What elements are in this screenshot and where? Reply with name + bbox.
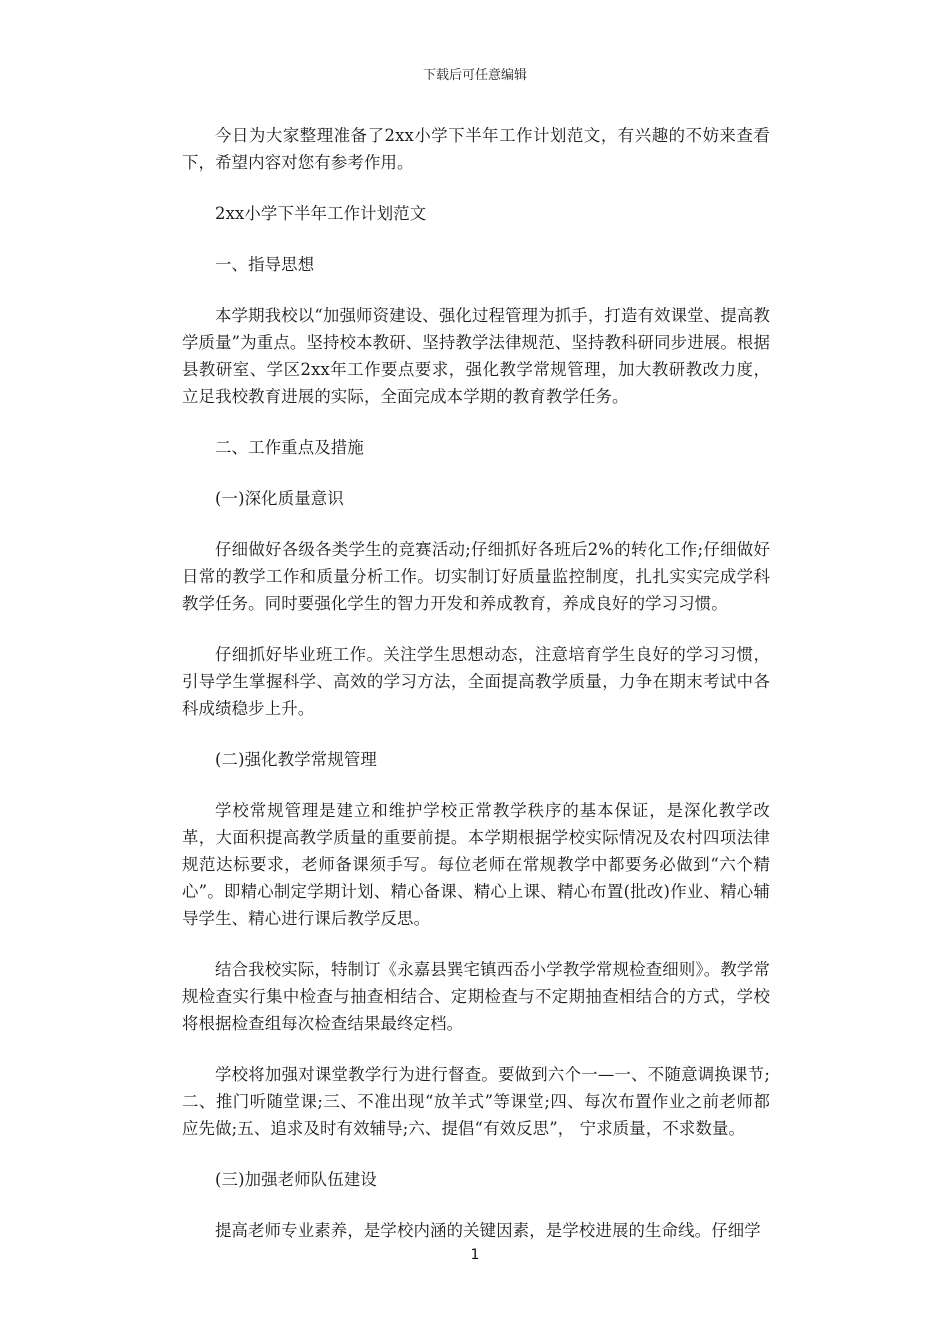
page-number: 1 xyxy=(470,1247,480,1263)
subsection-paragraph-quality-2: 仔细抓好毕业班工作。关注学生思想动态，注意培育学生良好的学习习惯，引导学生掌握科学、高效的学习方法，全面提高教学质量，力争在期末考试中各科成绩稳步上升。 xyxy=(182,645,770,718)
page-header: 下载后可任意编辑 xyxy=(422,68,527,83)
subsection-heading-routine-management: (二)强化教学常规管理 xyxy=(215,750,377,769)
intro-paragraph: 今日为大家整理准备了2xx小学下半年工作计划范文，有兴趣的不妨来查看下，希望内容对您有参考作用。 xyxy=(182,126,770,172)
subsection-heading-teacher-team: (三)加强老师队伍建设 xyxy=(215,1170,377,1189)
document-body xyxy=(182,122,770,1268)
section-heading-key-work: 二、工作重点及措施 xyxy=(215,438,364,457)
subsection-paragraph-routine-3: 学校将加强对课堂教学行为进行督查。要做到六个一—一、不随意调换课节;二、推门听随堂课;三、不准出现“放羊式”等课堂;四、每次布置作业之前老师都应先做;五、追求及时有效辅导;六、提倡“有效反思”， 宁求质量，不求数量。 xyxy=(182,1065,770,1138)
section-heading-guiding-ideology: 一、指导思想 xyxy=(215,255,315,274)
subsection-paragraph-teacher-team: 提高老师专业素养，是学校内涵的关键因素，是学校进展的生命线。仔细学 xyxy=(215,1221,761,1240)
subsection-paragraph-quality-1: 仔细做好各级各类学生的竞赛活动;仔细抓好各班后2%的转化工作;仔细做好日常的教学工作和质量分析工作。切实制订好质量监控制度，扎扎实实完成学科教学任务。同时要强化学生的智力开发和养成教育，养成良好的学习习惯。 xyxy=(182,540,770,613)
document-title: 2xx小学下半年工作计划范文 xyxy=(215,204,427,223)
section-paragraph-guiding-ideology: 本学期我校以“加强师资建设、强化过程管理为抓手，打造有效课堂、提高教学质量”为重点。坚持校本教研、坚持教学法律规范、坚持教科研同步进展。根据县教研室、学区2xx年工作要点要求，强化教学常规管理，加大教研教改力度，立足我校教育进展的实际，全面完成本学期的教育教学任务。 xyxy=(182,306,770,406)
subsection-paragraph-routine-2: 结合我校实际，特制订《永嘉县巽宅镇西岙小学教学常规检查细则》。教学常规检查实行集中检查与抽查相结合、定期检查与不定期抽查相结合的方式，学校将根据检查组每次检查结果最终定档。 xyxy=(182,960,770,1033)
subsection-paragraph-routine-1: 学校常规管理是建立和维护学校正常教学秩序的基本保证，是深化教学改革，大面积提高教学质量的重要前提。本学期根据学校实际情况及农村四项法律规范达标要求，老师备课须手写。每位老师在常规教学中都要务必做到“六个精心”。即精心制定学期计划、精心备课、精心上课、精心布置(批改)作业、精心辅导学生、精心进行课后教学反思。 xyxy=(182,801,770,928)
subsection-heading-quality: (一)深化质量意识 xyxy=(215,489,344,508)
